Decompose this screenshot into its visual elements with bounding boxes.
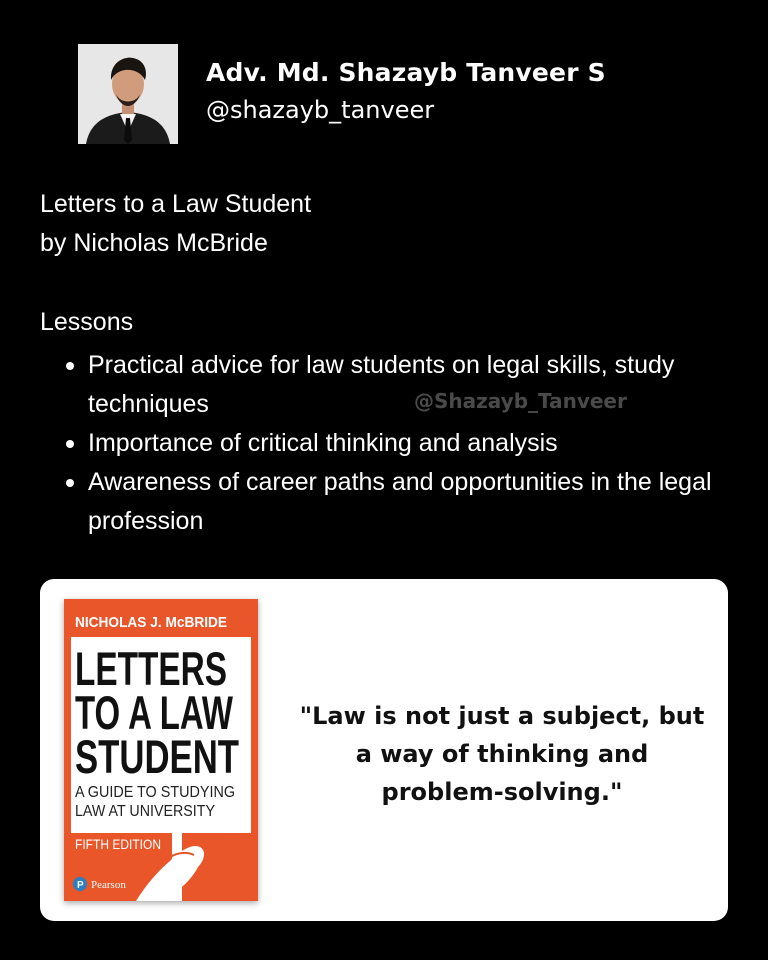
cover-subtitle-line: A GUIDE TO STUDYING [75,784,235,801]
cover-publisher: Pearson [91,879,126,891]
quote-card [40,579,728,921]
avatar [78,44,178,144]
cover-subtitle-line: LAW AT UNIVERSITY [75,803,216,820]
lessons-list [40,346,740,541]
book-author: by Nicholas McBride [40,229,268,257]
lesson-item: Awareness of career paths and opportunities in the legal profession [40,463,740,541]
book-cover [64,599,258,901]
watermark: @Shazayb_Tanveer [414,389,627,413]
cover-title-line: LETTERS [75,642,227,695]
lesson-item: Importance of critical thinking and analysis [40,424,740,463]
avatar-portrait [78,44,178,144]
author-handle: @shazayb_tanveer [206,96,435,124]
lesson-item: Practical advice for law students on legal skills, study techniques [40,346,740,424]
cover-title-line: STUDENT [75,730,240,783]
cover-edition: FIFTH EDITION [75,836,161,852]
pearson-logo-mark: P [77,880,84,891]
book-title: Letters to a Law Student [40,190,312,218]
quote-text: "Law is not just a subject, but a way of thinking and problem-solving." [299,702,705,806]
cover-author: NICHOLAS J. McBRIDE [75,614,227,631]
cover-title-line: TO A LAW [75,686,234,739]
lessons-heading: Lessons [40,308,134,336]
author-name: Adv. Md. Shazayb Tanveer S [206,58,606,87]
